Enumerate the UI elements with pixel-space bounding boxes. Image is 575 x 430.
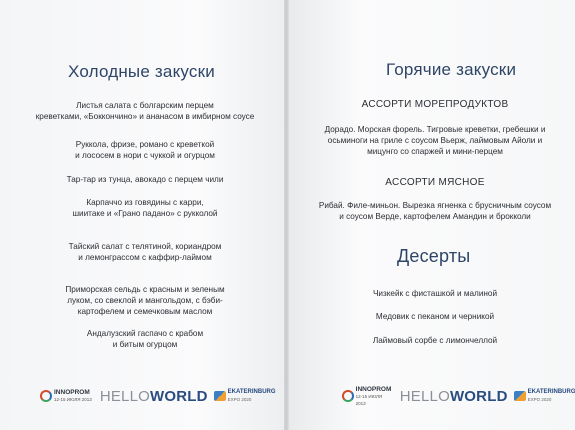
helloworld-logo — [400, 388, 508, 405]
innoprom-name: INNOPROM — [54, 389, 90, 396]
innoprom-logo — [342, 386, 392, 407]
expo-mark-icon — [514, 391, 526, 401]
menu-item — [20, 284, 270, 318]
ekaterinburg-expo-logo — [514, 389, 575, 403]
innoprom-dates: 12-15 ИЮЛЯ 2013 — [54, 397, 92, 402]
ekb-sub: EXPO 2020 — [227, 397, 252, 402]
innoprom-ring-icon — [40, 390, 52, 402]
ekaterinburg-expo-logo — [214, 389, 276, 403]
meat-assortment-heading: АССОРТИ МЯСНОЕ — [385, 177, 485, 188]
ekb-sub: EXPO 2020 — [527, 397, 552, 402]
menu-item-line: Тар-тар из тунца, авокадо с перцем чили — [66, 175, 224, 184]
innoprom-ring-icon — [342, 390, 354, 402]
cold-appetizers-title: Холодные закуски — [68, 62, 215, 81]
menu-item — [20, 174, 270, 185]
menu-item — [20, 241, 270, 263]
expo-mark-icon — [214, 391, 226, 401]
menu-item-line: Карпаччо из говядины с карри, — [86, 198, 204, 207]
world-text: WORLD — [150, 387, 208, 405]
menu-item — [20, 139, 270, 161]
seafood-assortment-heading: АССОРТИ МОРЕПРОДУКТОВ — [361, 99, 509, 110]
menu-item-line: мицунго со спаржей и мини-перцем — [367, 147, 503, 157]
hot-appetizers-title: Горячие закуски — [386, 60, 517, 79]
footer-logos-left — [40, 384, 276, 408]
dessert-item: Лаймовый сорбе с лимончеллой — [372, 336, 498, 345]
menu-item-line: луком, со свеклой и мангольдом, с бэби- — [67, 296, 223, 306]
innoprom-logo — [40, 389, 92, 403]
footer-logos-right — [342, 384, 575, 408]
desserts-title: Десерты — [397, 246, 471, 266]
menu-item — [296, 200, 574, 222]
menu-item-line: шиитаке и «Грано падано» с рукколой — [72, 209, 218, 219]
menu-item-line: Дорадо. Морская форель. Тигровые креветки, гребешки и — [324, 125, 546, 134]
menu-item — [20, 328, 270, 350]
menu-item-line: и соусом Верде, картофелем Амандин и брокколи — [339, 212, 531, 222]
menu-item-line: Андалузский гаспачо с крабом — [86, 329, 204, 338]
menu-item — [20, 100, 270, 122]
hello-text: HELLO — [399, 387, 450, 405]
dessert-item: Медовик с пеканом и черникой — [375, 312, 495, 321]
page-gutter — [284, 0, 289, 430]
menu-item — [296, 124, 574, 158]
world-text: WORLD — [449, 387, 508, 405]
innoprom-dates: 12-15 ИЮЛЯ 2013 — [355, 393, 383, 406]
menu-item-line: и битым огурцом — [112, 340, 178, 350]
menu-item-line: Тайский салат с телятиной, кориандром — [68, 242, 222, 251]
menu-item-line: картофелем и семечковым маслом — [77, 307, 213, 317]
menu-item — [20, 197, 270, 219]
hello-text: HELLO — [99, 387, 151, 405]
menu-item-line: Листья салата с болгарским перцем — [76, 101, 214, 110]
helloworld-logo — [100, 388, 208, 405]
menu-item-line: и лемонграссом с каффир-лаймом — [78, 253, 212, 263]
menu-item-line: креветками, «Боккончино» и ананасом в имбирном соусе — [35, 112, 255, 122]
innoprom-name: INNOPROM — [355, 385, 392, 393]
menu-item-line: Рибай. Филе-миньон. Вырезка ягненка с брусничным соусом — [318, 201, 552, 210]
menu-item-line: осьминоги на гриле с соусом Вьерж, лаймовым Айоли и — [327, 136, 543, 146]
ekb-name: EKATERINBURG — [227, 389, 276, 395]
menu-item-line: Приморская сельдь с красным и зеленым — [65, 285, 225, 294]
menu-item-line: и лососем в нори с чуккой и огурцом — [75, 151, 215, 161]
menu-item-line: Руккола, фризе, романо с креветкой — [75, 140, 215, 149]
dessert-item: Чизкейк с фисташкой и малиной — [372, 289, 498, 298]
ekb-name: EKATERINBURG — [527, 389, 575, 395]
